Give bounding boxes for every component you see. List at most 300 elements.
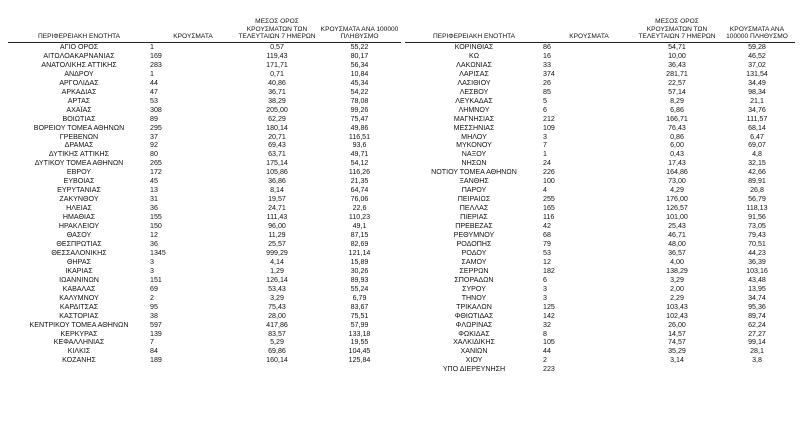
- seven-day-average-cell: 8,14: [270, 186, 284, 195]
- region-name-cell: ΠΕΛΛΑΣ: [459, 204, 489, 213]
- table-row: [405, 106, 795, 115]
- region-name-cell: ΦΘΙΩΤΙΔΑΣ: [454, 311, 494, 320]
- region-name-cell: ΣΠΟΡΑΔΩΝ: [454, 275, 494, 284]
- table-row: [405, 168, 795, 177]
- seven-day-average-cell: 36,86: [268, 177, 286, 186]
- cases-per-100k-cell: 80,17: [350, 51, 369, 60]
- cases-cell: 165: [543, 204, 555, 213]
- region-name-cell: ΚΑΣΤΟΡΙΑΣ: [59, 311, 99, 320]
- table-row: [405, 177, 795, 186]
- cases-cell: 3: [150, 257, 154, 266]
- region-name-cell: ΛΕΥΚΑΔΑΣ: [455, 96, 493, 105]
- cases-cell: 2: [543, 356, 547, 365]
- region-name-cell: ΚΕΡΚΥΡΑΣ: [60, 329, 98, 338]
- table-row: [8, 258, 401, 267]
- seven-day-average-cell: 0,86: [670, 132, 684, 141]
- region-name-cell: ΜΕΣΣΗΝΙΑΣ: [453, 123, 495, 132]
- cases-per-100k-cell: 95,36: [748, 302, 766, 311]
- cases-per-100k-cell: 111,57: [746, 114, 768, 123]
- seven-day-average-cell: 205,00: [266, 105, 288, 114]
- region-name-cell: ΑΝΑΤΟΛΙΚΗΣ ΑΤΤΙΚΗΣ: [41, 60, 117, 69]
- seven-day-average-cell: 57,14: [668, 87, 686, 96]
- seven-day-average-cell: 999,29: [266, 248, 288, 257]
- table-row: [405, 249, 795, 258]
- region-name-cell: ΖΑΚΥΝΘΟΥ: [59, 195, 99, 204]
- region-name-cell: ΡΟΔΟΥ: [461, 248, 487, 257]
- region-name-cell: ΤΡΙΚΑΛΩΝ: [456, 302, 492, 311]
- region-name-cell: ΕΥΒΟΙΑΣ: [63, 177, 95, 186]
- table-row: [405, 347, 795, 356]
- region-name-cell: ΑΝΔΡΟΥ: [64, 69, 94, 78]
- cases-per-100k-cell: 45,34: [350, 78, 369, 87]
- region-name-cell: ΘΑΣΟΥ: [66, 231, 92, 240]
- table-row: [8, 330, 401, 339]
- seven-day-average-cell: 17,43: [668, 159, 686, 168]
- cases-cell: 169: [150, 51, 162, 60]
- table-row: [8, 150, 401, 159]
- region-name-cell: ΒΟΙΩΤΙΑΣ: [62, 114, 96, 123]
- table-row: [8, 249, 401, 258]
- seven-day-average-cell: 126,14: [266, 275, 288, 284]
- cases-per-100k-cell: 34,74: [748, 293, 766, 302]
- region-name-cell: ΠΙΕΡΙΑΣ: [460, 213, 488, 222]
- cases-cell: 172: [150, 168, 162, 177]
- seven-day-average-cell: 138,29: [666, 266, 688, 275]
- left-table-body: [8, 43, 401, 366]
- region-name-cell: ΧΑΛΚΙΔΙΚΗΣ: [453, 338, 495, 347]
- cases-cell: 38: [150, 311, 158, 320]
- seven-day-average-cell: [635, 365, 719, 374]
- cases-cell: 47: [150, 87, 158, 96]
- cases-cell: 4: [543, 186, 547, 195]
- seven-day-average-cell: 171,71: [266, 60, 288, 69]
- cases-cell: 151: [150, 275, 162, 284]
- seven-day-average-cell: 166,71: [666, 114, 688, 123]
- region-name-cell: ΕΥΡΥΤΑΝΙΑΣ: [57, 186, 101, 195]
- cases-cell: 68: [543, 231, 551, 240]
- region-name-cell: ΚΑΒΑΛΑΣ: [62, 284, 96, 293]
- region-name-cell: ΚΕΦΑΛΛΗΝΙΑΣ: [53, 338, 105, 347]
- cases-per-100k-cell: 78,08: [350, 96, 369, 105]
- cases-cell: 8: [543, 329, 547, 338]
- table-row: [405, 267, 795, 276]
- cases-per-100k-cell: 56,34: [350, 60, 369, 69]
- region-name-cell: ΗΛΕΙΑΣ: [66, 204, 92, 213]
- table-row: [8, 240, 401, 249]
- cases-cell: 24: [543, 159, 551, 168]
- seven-day-average-cell: 96,00: [268, 222, 286, 231]
- region-name-cell: ΚΙΛΚΙΣ: [67, 347, 91, 356]
- cases-per-100k-cell: 15,89: [350, 257, 369, 266]
- region-name-cell: ΣΕΡΡΩΝ: [459, 266, 489, 275]
- cases-cell: 223: [543, 365, 555, 374]
- table-row: [405, 204, 795, 213]
- table-row: [8, 124, 401, 133]
- region-name-cell: ΑΡΤΑΣ: [67, 96, 91, 105]
- cases-cell: 12: [150, 231, 158, 240]
- region-name-cell: ΙΩΑΝΝΙΝΩΝ: [59, 275, 99, 284]
- region-name-cell: ΛΗΜΝΟΥ: [458, 105, 490, 114]
- cases-per-100k-cell: 6,79: [352, 293, 367, 302]
- region-name-cell: ΛΑΡΙΣΑΣ: [459, 69, 489, 78]
- cases-per-100k-cell: 82,69: [350, 239, 369, 248]
- left-cases-table: [8, 14, 401, 365]
- cases-cell: 95: [150, 302, 158, 311]
- seven-day-average-cell: 48,00: [668, 239, 686, 248]
- table-row: [8, 213, 401, 222]
- cases-cell: 142: [543, 311, 555, 320]
- table-row: [8, 303, 401, 312]
- cases-cell: 255: [543, 195, 555, 204]
- header-cases-per-100k: ΚΡΟΥΣΜΑΤΑ ΑΝΑ 100000 ΠΛΗΘΥΣΜΟ: [320, 25, 399, 41]
- cases-per-100k-cell: 62,24: [748, 320, 766, 329]
- cases-cell: 33: [543, 60, 551, 69]
- cases-cell: 44: [543, 347, 551, 356]
- seven-day-average-cell: 28,00: [268, 311, 286, 320]
- cases-cell: 125: [543, 302, 555, 311]
- region-name-cell: ΠΕΙΡΑΙΩΣ: [457, 195, 491, 204]
- cases-cell: 7: [150, 338, 154, 347]
- cases-per-100k-cell: 104,45: [348, 347, 371, 356]
- table-row: [405, 150, 795, 159]
- table-row: [405, 222, 795, 231]
- cases-per-100k-cell: 21,35: [350, 177, 369, 186]
- seven-day-average-cell: 69,43: [268, 141, 286, 150]
- cases-per-100k-cell: 98,34: [748, 87, 766, 96]
- cases-per-100k-cell: 4,8: [752, 150, 762, 159]
- region-name-cell: ΑΡΓΟΛΙΔΑΣ: [59, 78, 99, 87]
- seven-day-average-cell: 180,14: [266, 123, 288, 132]
- table-row: [405, 186, 795, 195]
- cases-per-100k-cell: 19,55: [350, 338, 369, 347]
- region-name-cell: ΗΜΑΘΙΑΣ: [62, 213, 96, 222]
- region-name-cell: ΕΒΡΟΥ: [66, 168, 92, 177]
- cases-cell: 189: [150, 356, 162, 365]
- table-row: [405, 303, 795, 312]
- region-name-cell: ΘΕΣΣΑΛΟΝΙΚΗΣ: [51, 248, 107, 257]
- cases-cell: 86: [543, 43, 551, 51]
- table-row: [8, 195, 401, 204]
- cases-per-100k-cell: 99,14: [748, 338, 766, 347]
- cases-cell: 1: [150, 69, 154, 78]
- cases-per-100k-cell: 116,51: [348, 132, 371, 141]
- cases-cell: 53: [150, 96, 158, 105]
- region-name-cell: ΛΑΚΩΝΙΑΣ: [456, 60, 492, 69]
- region-name-cell: ΚΟΖΑΝΗΣ: [62, 356, 96, 365]
- table-row: [405, 43, 795, 52]
- cases-cell: 36: [150, 239, 158, 248]
- cases-cell: 150: [150, 222, 162, 231]
- seven-day-average-cell: 36,71: [268, 87, 286, 96]
- seven-day-average-cell: 164,86: [666, 168, 688, 177]
- seven-day-average-cell: 2,29: [670, 293, 684, 302]
- cases-per-100k-cell: 87,15: [350, 231, 369, 240]
- cases-per-100k-cell: 21,1: [750, 96, 764, 105]
- cases-per-100k-cell: 99,26: [350, 105, 369, 114]
- seven-day-average-cell: 103,43: [666, 302, 688, 311]
- cases-cell: 85: [543, 87, 551, 96]
- table-row: [8, 88, 401, 97]
- seven-day-average-cell: 20,71: [268, 132, 286, 141]
- cases-per-100k-cell: 30,26: [350, 266, 369, 275]
- table-row: [8, 168, 401, 177]
- seven-day-average-cell: 25,43: [668, 222, 686, 231]
- cases-per-100k-cell: 133,18: [348, 329, 371, 338]
- table-row: [405, 70, 795, 79]
- region-name-cell: ΧΑΝΙΩΝ: [460, 347, 488, 356]
- cases-per-100k-cell: 28,1: [750, 347, 764, 356]
- cases-cell: 37: [150, 132, 158, 141]
- cases-per-100k-cell: 37,02: [748, 60, 766, 69]
- cases-cell: 80: [150, 150, 158, 159]
- table-row: [405, 338, 795, 347]
- region-name-cell: ΦΩΚΙΔΑΣ: [458, 329, 490, 338]
- region-name-cell: ΧΙΟΥ: [465, 356, 483, 365]
- seven-day-average-cell: 83,57: [268, 329, 286, 338]
- cases-per-100k-cell: 34,76: [748, 105, 766, 114]
- header-7day-average: ΜΕΣΟΣ ΟΡΟΣ ΚΡΟΥΣΜΑΤΩΝ ΤΩΝ ΤΕΛΕΥΤΑΙΩΝ 7 ΗΜΕΡΩΝ: [238, 18, 316, 41]
- region-name-cell: ΗΡΑΚΛΕΙΟΥ: [58, 222, 100, 231]
- cases-cell: 31: [150, 195, 158, 204]
- cases-cell: 44: [150, 78, 158, 87]
- cases-cell: 2: [150, 293, 154, 302]
- cases-per-100k-cell: 22,6: [352, 204, 367, 213]
- cases-per-100k-cell: 118,13: [746, 204, 768, 213]
- table-row: [8, 321, 401, 330]
- cases-per-100k-cell: 55,22: [350, 43, 369, 51]
- cases-per-100k-cell: 89,91: [748, 177, 766, 186]
- cases-cell: 139: [150, 329, 162, 338]
- cases-cell: 597: [150, 320, 162, 329]
- cases-cell: 1: [543, 150, 547, 159]
- cases-per-100k-cell: 89,93: [350, 275, 369, 284]
- cases-cell: 182: [543, 266, 555, 275]
- cases-cell: 3: [543, 284, 547, 293]
- region-name-cell: ΔΥΤΙΚΗΣ ΑΤΤΙΚΗΣ: [48, 150, 110, 159]
- table-row: [8, 204, 401, 213]
- table-row: [405, 88, 795, 97]
- region-name-cell: ΤΗΝΟΥ: [461, 293, 487, 302]
- table-row: [405, 365, 795, 374]
- cases-per-100k-cell: 36,39: [748, 257, 766, 266]
- seven-day-average-cell: 54,71: [668, 43, 686, 51]
- seven-day-average-cell: 24,71: [268, 204, 286, 213]
- seven-day-average-cell: 1,29: [270, 266, 284, 275]
- cases-cell: 100: [543, 177, 555, 186]
- table-row: [8, 133, 401, 142]
- seven-day-average-cell: 10,00: [668, 51, 686, 60]
- table-row: [405, 115, 795, 124]
- cases-per-100k-cell: 116,26: [348, 168, 371, 177]
- seven-day-average-cell: 14,57: [668, 329, 686, 338]
- cases-per-100k-cell: 27,27: [748, 329, 766, 338]
- seven-day-average-cell: 11,29: [268, 231, 286, 240]
- cases-per-100k-cell: 54,22: [350, 87, 369, 96]
- seven-day-average-cell: 102,43: [666, 311, 688, 320]
- header-cases: ΚΡΟΥΣΜΑΤΑ: [569, 33, 609, 41]
- seven-day-average-cell: 36,57: [668, 248, 686, 257]
- table-row: [8, 312, 401, 321]
- cases-per-100k-cell: 43,48: [748, 275, 766, 284]
- region-name-cell: ΘΕΣΠΡΩΤΙΑΣ: [56, 239, 102, 248]
- region-name-cell: ΑΡΚΑΔΙΑΣ: [61, 87, 97, 96]
- region-name-cell: ΠΑΡΟΥ: [461, 186, 487, 195]
- seven-day-average-cell: 2,00: [670, 284, 684, 293]
- cases-cell: 45: [150, 177, 158, 186]
- cases-cell: 109: [543, 123, 555, 132]
- cases-per-100k-cell: 75,47: [350, 114, 369, 123]
- cases-cell: 79: [543, 239, 551, 248]
- cases-cell: 3: [150, 266, 154, 275]
- seven-day-average-cell: 36,43: [668, 60, 686, 69]
- region-name-cell: ΚΕΝΤΡΙΚΟΥ ΤΟΜΕΑ ΑΘΗΝΩΝ: [29, 320, 129, 329]
- region-name-cell: ΛΑΣΙΘΙΟΥ: [457, 78, 491, 87]
- region-name-cell: ΠΡΕΒΕΖΑΣ: [455, 222, 493, 231]
- table-row: [8, 115, 401, 124]
- table-row: [405, 124, 795, 133]
- seven-day-average-cell: 160,14: [266, 356, 288, 365]
- cases-cell: 1: [150, 43, 154, 51]
- table-row: [8, 70, 401, 79]
- table-row: [8, 159, 401, 168]
- header-cases: ΚΡΟΥΣΜΑΤΑ: [173, 33, 213, 41]
- cases-per-100k-cell: 83,67: [350, 302, 369, 311]
- region-name-cell: ΡΟΔΟΠΗΣ: [456, 239, 492, 248]
- region-name-cell: ΑΙΤΩΛΟΑΚΑΡΝΑΝΙΑΣ: [43, 51, 115, 60]
- cases-cell: 226: [543, 168, 555, 177]
- seven-day-average-cell: 74,57: [668, 338, 686, 347]
- table-row: [8, 285, 401, 294]
- seven-day-average-cell: 53,43: [268, 284, 286, 293]
- table-row: [405, 61, 795, 70]
- table-header-row: [405, 14, 795, 43]
- cases-cell: 308: [150, 105, 162, 114]
- table-row: [405, 141, 795, 150]
- region-name-cell: ΒΟΡΕΙΟΥ ΤΟΜΕΑ ΑΘΗΝΩΝ: [33, 123, 125, 132]
- seven-day-average-cell: 8,29: [670, 96, 684, 105]
- cases-cell: 13: [150, 186, 158, 195]
- table-row: [8, 186, 401, 195]
- cases-per-100k-cell: 70,51: [748, 239, 766, 248]
- header-region: ΠΕΡΙΦΕΡΕΙΑΚΗ ΕΝΟΤΗΤΑ: [37, 33, 121, 41]
- cases-cell: 105: [543, 338, 555, 347]
- seven-day-average-cell: 176,00: [666, 195, 688, 204]
- table-row: [405, 356, 795, 365]
- region-name-cell: ΚΩ: [468, 51, 480, 60]
- cases-per-100k-cell: 32,15: [748, 159, 766, 168]
- table-row: [8, 43, 401, 52]
- cases-cell: 265: [150, 159, 162, 168]
- seven-day-average-cell: 6,00: [670, 141, 684, 150]
- cases-cell: 116: [543, 213, 555, 222]
- region-name-cell: ΝΑΞΟΥ: [461, 150, 487, 159]
- table-row: [405, 231, 795, 240]
- region-name-cell: ΑΧΑΪΑΣ: [66, 105, 92, 114]
- seven-day-average-cell: 40,86: [268, 78, 286, 87]
- table-row: [405, 294, 795, 303]
- seven-day-average-cell: 62,29: [268, 114, 286, 123]
- cases-per-100k-cell: 49,86: [350, 123, 369, 132]
- table-row: [8, 79, 401, 88]
- cases-per-100k-cell: 103,16: [746, 266, 768, 275]
- table-row: [8, 294, 401, 303]
- seven-day-average-cell: 76,43: [668, 123, 686, 132]
- table-header-row: [8, 14, 401, 43]
- seven-day-average-cell: 101,00: [666, 213, 688, 222]
- cases-per-100k-cell: 49,71: [350, 150, 369, 159]
- cases-per-100k-cell: 131,54: [746, 69, 768, 78]
- cases-per-100k-cell: 42,66: [748, 168, 766, 177]
- cases-cell: 32: [543, 320, 551, 329]
- seven-day-average-cell: 0,57: [270, 43, 284, 51]
- table-row: [8, 141, 401, 150]
- cases-per-100k-cell: 34,49: [748, 78, 766, 87]
- table-row: [405, 330, 795, 339]
- header-region: ΠΕΡΙΦΕΡΕΙΑΚΗ ΕΝΟΤΗΤΑ: [432, 33, 516, 41]
- region-name-cell: ΙΚΑΡΙΑΣ: [65, 266, 93, 275]
- table-row: [405, 276, 795, 285]
- cases-cell: 92: [150, 141, 158, 150]
- seven-day-average-cell: 75,43: [268, 302, 286, 311]
- cases-per-100k-cell: 110,23: [348, 213, 371, 222]
- cases-per-100k-cell: [719, 365, 795, 374]
- region-name-cell: ΚΑΛΥΜΝΟΥ: [59, 293, 99, 302]
- cases-cell: 1345: [150, 248, 166, 257]
- cases-per-100k-cell: 121,14: [348, 248, 371, 257]
- seven-day-average-cell: 35,29: [668, 347, 686, 356]
- cases-per-100k-cell: 46,52: [748, 51, 766, 60]
- seven-day-average-cell: 119,43: [266, 51, 288, 60]
- seven-day-average-cell: 25,57: [268, 239, 286, 248]
- cases-per-100k-cell: 76,06: [350, 195, 369, 204]
- seven-day-average-cell: 26,00: [668, 320, 686, 329]
- table-row: [8, 52, 401, 61]
- table-row: [8, 97, 401, 106]
- cases-per-100k-cell: 57,99: [350, 320, 369, 329]
- table-row: [8, 347, 401, 356]
- table-row: [8, 231, 401, 240]
- seven-day-average-cell: 3,29: [270, 293, 284, 302]
- seven-day-average-cell: 6,86: [670, 105, 684, 114]
- region-name-cell: ΘΗΡΑΣ: [67, 257, 91, 266]
- cases-per-100k-cell: 75,51: [350, 311, 369, 320]
- table-row: [8, 267, 401, 276]
- seven-day-average-cell: 3,29: [670, 275, 684, 284]
- cases-per-100k-cell: 68,14: [748, 123, 766, 132]
- cases-per-100k-cell: 6,47: [750, 132, 764, 141]
- region-name-cell: ΓΡΕΒΕΝΩΝ: [59, 132, 99, 141]
- cases-cell: 6: [543, 275, 547, 284]
- cases-per-100k-cell: 54,12: [350, 159, 369, 168]
- cases-cell: 283: [150, 60, 162, 69]
- table-row: [405, 52, 795, 61]
- cases-cell: 5: [543, 96, 547, 105]
- seven-day-average-cell: 69,86: [268, 347, 286, 356]
- seven-day-average-cell: 417,86: [266, 320, 288, 329]
- region-name-cell: ΥΠΟ ΔΙΕΡΕΥΝΗΣΗ: [442, 365, 506, 374]
- cases-cell: 7: [543, 141, 547, 150]
- cases-per-100k-cell: 13,95: [748, 284, 766, 293]
- cases-per-100k-cell: 89,74: [748, 311, 766, 320]
- cases-per-100k-cell: 56,79: [748, 195, 766, 204]
- cases-cell: 155: [150, 213, 162, 222]
- region-name-cell: ΝΗΣΩΝ: [461, 159, 487, 168]
- table-row: [8, 106, 401, 115]
- cases-per-100k-cell: 55,24: [350, 284, 369, 293]
- cases-per-100k-cell: 73,05: [748, 222, 766, 231]
- header-cases-per-100k: ΚΡΟΥΣΜΑΤΑ ΑΝΑ 100000 ΠΛΗΘΥΣΜΟ: [726, 25, 788, 41]
- cases-per-100k-cell: 10,84: [350, 69, 369, 78]
